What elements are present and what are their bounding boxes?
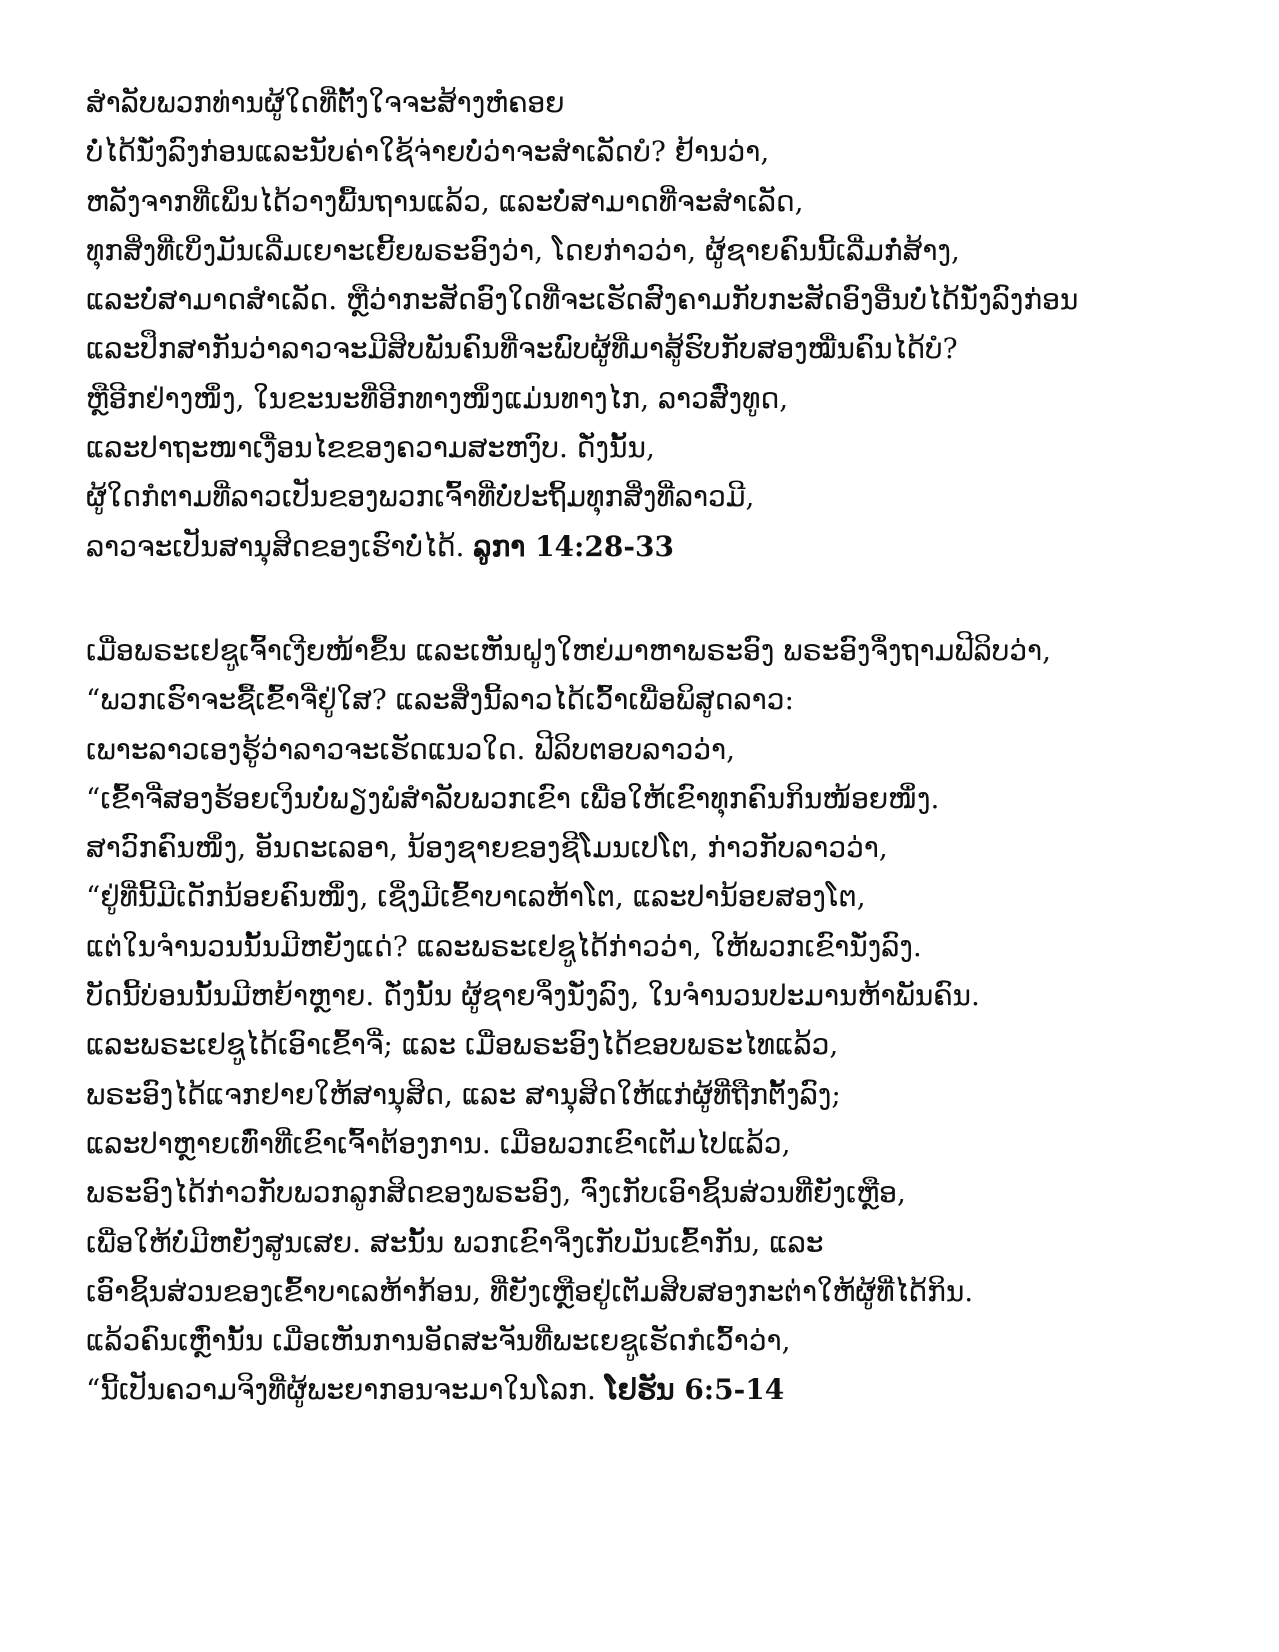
text-line: “ເຂົ້າຈີ່ສອງຮ້ອຍເງິນບໍ່ພຽງພໍສຳລັບພວກເຂົາ ເພື່ອໃຫ້ເຂົາທຸກຄົນກິນໜ້ອຍໜຶ່ງ. xyxy=(86,781,940,815)
text-line: ແລະປາຫຼາຍເທົ່າທີ່ເຂົາເຈົ້າຕ້ອງການ. ເມື່ອພວກເຂົາເຕັມໄປແລ້ວ, xyxy=(86,1126,791,1160)
text-line: ບໍ່ໄດ້ນັ່ງລົງກ່ອນແລະນັບຄ່າໃຊ້ຈ່າຍບໍ່ວ່າຈະສຳເລັດບໍ? ຢ້ານວ່າ, xyxy=(86,135,770,169)
document-page xyxy=(86,78,1246,1415)
text-line: ບັດນີ້ບ່ອນນັ້ນມີຫຍ້າຫຼາຍ. ດັ່ງນັ້ນ ຜູ້ຊາຍຈຶ່ງນັ່ງລົງ, ໃນຈຳນວນປະມານຫ້າພັນຄົນ. xyxy=(86,979,980,1013)
passage-luke xyxy=(86,78,1246,571)
passage-john xyxy=(86,626,1246,1415)
text-fragment: ລາວຈະເປັນສານຸສິດຂອງເຮົາບໍ່ໄດ້. xyxy=(86,529,465,563)
text-line: “ຢູ່ທີ່ນີ້ມີເດັກນ້ອຍຄົນໜຶ່ງ, ເຊິ່ງມີເຂົ້າບາເລຫ້າໂຕ, ແລະປານ້ອຍສອງໂຕ, xyxy=(86,880,866,914)
text-line: “ພວກເຮົາຈະຊື້ເຂົ້າຈີ່ຢູ່ໃສ? ແລະສິ່ງນີ້ລາວໄດ້ເວົ້າເພື່ອພິສູດລາວ: xyxy=(86,683,794,717)
text-line: ແຕ່ໃນຈຳນວນນັ້ນມີຫຍັງແດ່? ແລະພຣະເຢຊູໄດ້ກ່າວວ່າ, ໃຫ້ພວກເຂົານັ່ງລົງ. xyxy=(86,929,922,963)
text-fragment: “ນີ້ເປັນຄວາມຈິງທີ່ຜູ້ພະຍາກອນຈະມາໃນໂລກ. xyxy=(86,1373,596,1407)
text-line: ແລະບໍ່ສາມາດສຳເລັດ. ຫຼືວ່າກະສັດອົງໃດທີ່ຈະເຮັດສົງຄາມກັບກະສັດອົງອື່ນບໍ່ໄດ້ນັ່ງລົງກ່ອນ xyxy=(86,283,1079,317)
text-line: ແລະພຣະເຢຊູໄດ້ເອົາເຂົ້າຈີ່; ແລະ ເມື່ອພຣະອົງໄດ້ຂອບພຣະໄທແລ້ວ, xyxy=(86,1028,839,1062)
text-line: ແລະປາຖະໜາເງື່ອນໄຂຂອງຄວາມສະຫງົບ. ດັ່ງນັ້ນ, xyxy=(86,431,655,465)
text-line: ເພື່ອໃຫ້ບໍ່ມີຫຍັງສູນເສຍ. ສະນັ້ນ ພວກເຂົາຈຶ່ງເກັບມັນເຂົ້າກັນ, ແລະ xyxy=(86,1225,824,1259)
scripture-reference: ໂຢຮັນ 6:5-14 xyxy=(604,1373,785,1407)
text-line: ສຳລັບພວກທ່ານຜູ້ໃດທີ່ຕັ້ງໃຈຈະສ້າງຫໍຄອຍ xyxy=(86,86,565,119)
text-line: ຫລັງຈາກທີ່ເພິ່ນໄດ້ວາງພື້ນຖານແລ້ວ, ແລະບໍ່ສາມາດທີ່ຈະສຳເລັດ, xyxy=(86,184,804,218)
text-line: ເພາະລາວເອງຮູ້ວ່າລາວຈະເຮັດແນວໃດ. ຟີລິບຕອບລາວວ່າ, xyxy=(86,732,736,766)
text-line: ທຸກສິ່ງທີ່ເບິ່ງມັນເລີ່ມເຍາະເຍີ້ຍພຣະອົງວ່າ, ໂດຍກ່າວວ່າ, ຜູ້ຊາຍຄົນນີ້ເລີ່ມກໍ່ສ້າງ, xyxy=(86,233,960,267)
text-line: ເມື່ອພຣະເຢຊູເຈົ້າເງີຍໜ້າຂຶ້ນ ແລະເຫັນຝູງໃຫຍ່ມາຫາພຣະອົງ ພຣະອົງຈຶ່ງຖາມຟີລິບວ່າ, xyxy=(86,633,1052,667)
text-line: ພຣະອົງໄດ້ກ່າວກັບພວກລູກສິດຂອງພຣະອົງ, ຈົ່ງເກັບເອົາຊິ້ນສ່ວນທີ່ຍັງເຫຼືອ, xyxy=(86,1176,906,1210)
text-line-last xyxy=(86,522,1246,571)
text-line: ແລະປຶກສາກັນວ່າລາວຈະມີສິບພັນຄົນທີ່ຈະພົບຜູ້ທີ່ມາສູ້ຮົບກັບສອງໝື່ນຄົນໄດ້ບໍ? xyxy=(86,332,958,366)
text-line: ພຣະອົງໄດ້ແຈກຢາຍໃຫ້ສານຸສິດ, ແລະ ສານຸສິດໃຫ້ແກ່ຜູ້ທີ່ຖືກຕັ້ງລົງ; xyxy=(86,1077,841,1111)
text-line: ຜູ້ໃດກໍຕາມທີ່ລາວເປັນຂອງພວກເຈົ້າທີ່ບໍ່ປະຖິ້ມທຸກສິ່ງທີ່ລາວມີ, xyxy=(86,480,755,514)
scripture-reference: ລູກາ 14:28-33 xyxy=(473,529,674,563)
text-line: ເອົາຊິ້ນສ່ວນຂອງເຂົ້າບາເລຫ້າກ້ອນ, ທີ່ຍັງເຫຼືອຢູ່ເຕັມສິບສອງກະຕ່າໃຫ້ຜູ້ທີ່ໄດ້ກິນ. xyxy=(86,1274,974,1308)
text-line: ສາວົກຄົນໜຶ່ງ, ອັນດະເລອາ, ນ້ອງຊາຍຂອງຊີໂມນເປໂຕ, ກ່າວກັບລາວວ່າ, xyxy=(86,831,888,865)
text-line: ແລ້ວຄົນເຫຼົ່ານັ້ນ ເມື່ອເຫັນການອັດສະຈັນທີ່ພະເຍຊູເຮັດກໍເວົ້າວ່າ, xyxy=(86,1324,791,1358)
text-line: ຫຼືອີກຢ່າງໜຶ່ງ, ໃນຂະນະທີ່ອີກທາງໜຶ່ງແມ່ນທາງໄກ, ລາວສົ່ງທູດ, xyxy=(86,381,789,415)
text-line-last xyxy=(86,1365,1246,1414)
